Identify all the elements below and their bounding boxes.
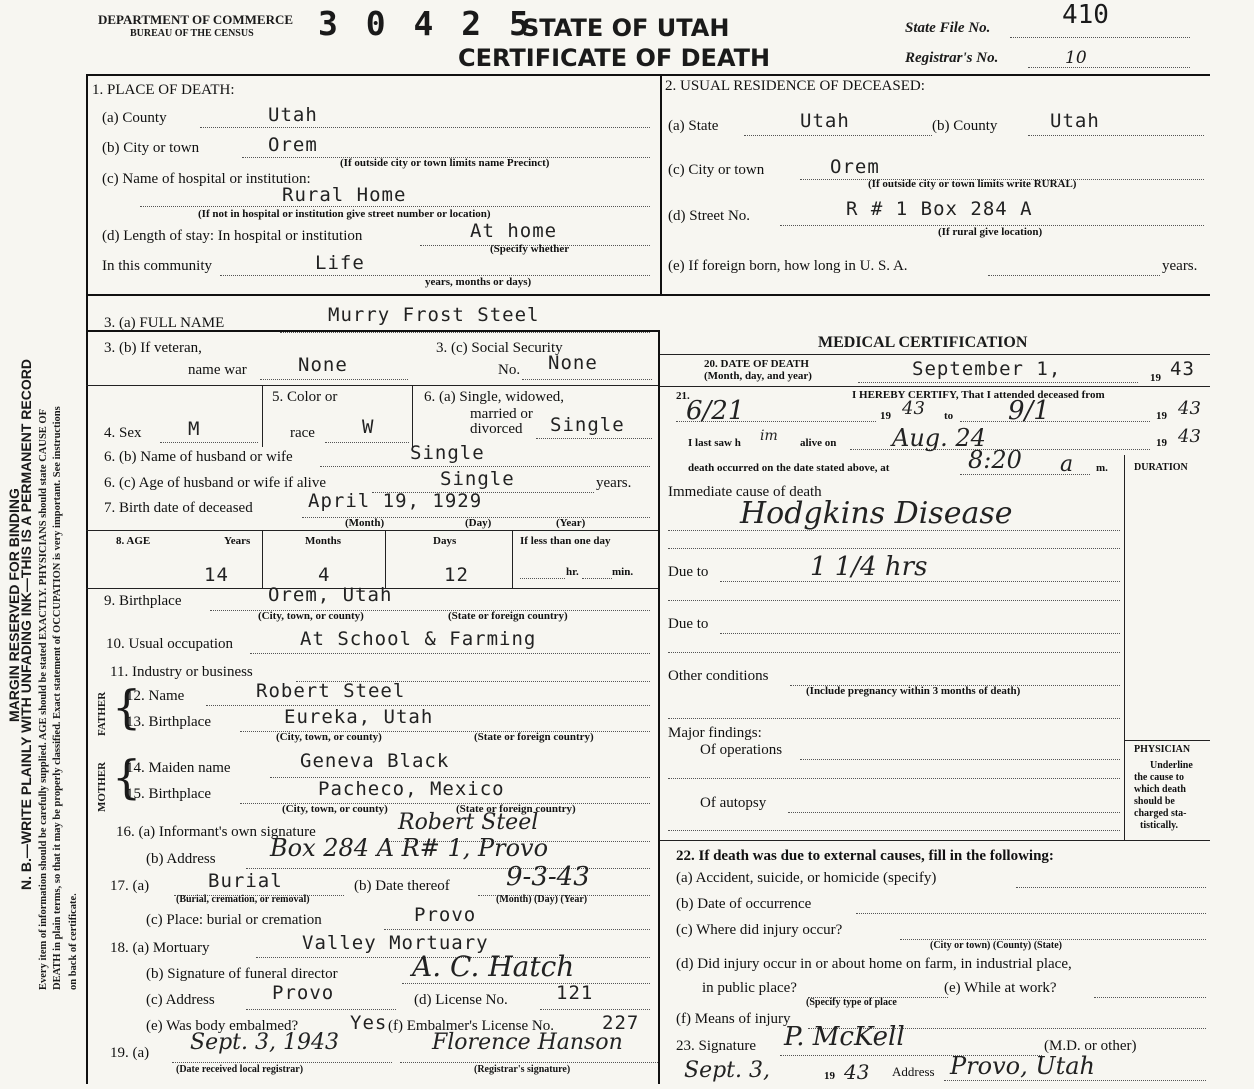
physician-heading: PHYSICIAN: [1134, 744, 1191, 755]
death-city-value: Orem: [268, 134, 318, 156]
community-label: In this community: [102, 258, 212, 274]
attended-to-label: to: [944, 410, 954, 422]
state-file-value: 410: [1062, 0, 1109, 30]
mother-bp-note-city: (City, town, or county): [282, 803, 388, 815]
external-d-label: (d) Did injury occur in or about home on farm, in industrial place,: [676, 956, 1072, 972]
mother-name-label: 14. Maiden name: [126, 760, 231, 776]
embalmer-license-label: (f) Embalmer's License No.: [388, 1018, 554, 1034]
burial-place-value: Provo: [414, 904, 477, 926]
color-value: W: [362, 416, 375, 438]
last-saw-who: im: [760, 428, 778, 444]
mother-birthplace-label: 15. Birthplace: [126, 786, 211, 802]
age-days-label: Days: [433, 535, 457, 547]
immediate-cause-value: Hodgkins Disease: [740, 496, 1013, 531]
full-name-value: Murry Frost Steel: [328, 304, 540, 326]
state-title: STATE OF UTAH: [522, 14, 730, 42]
marital-value: Single: [550, 414, 625, 436]
father-brace: {: [112, 680, 142, 734]
registrar-sig-note: (Registrar's signature): [474, 1064, 571, 1075]
community-value: Life: [315, 252, 365, 274]
hospital-note: (If not in hospital or institution give street number or location): [198, 208, 491, 220]
dod-value: September 1,: [912, 358, 1062, 380]
operations-label: Of operations: [700, 742, 783, 758]
attended-to-prefix: 19: [1156, 410, 1167, 422]
birthplace-note-state: (State or foreign country): [448, 610, 568, 622]
burial-date-label: (b) Date thereof: [354, 878, 450, 894]
due-to-2-label: Due to: [668, 616, 709, 632]
community-note: years, months or days): [425, 276, 532, 288]
dod-year-prefix: 19: [1150, 372, 1161, 384]
alive-on-label: alive on: [800, 437, 837, 449]
burial-date-note: (Month) (Day) (Year): [496, 894, 588, 905]
veteran-war-label: name war: [188, 362, 247, 378]
res-city-label: (c) City or town: [668, 162, 765, 178]
full-name-label: 3. (a) FULL NAME: [104, 315, 225, 331]
burial-label: 17. (a): [110, 878, 150, 894]
due-to-1-value: 1 1/4 hrs: [810, 552, 928, 582]
death-county-label: (a) County: [102, 110, 167, 126]
veteran-label: 3. (b) If veteran,: [104, 340, 202, 356]
bureau-name: BUREAU OF THE CENSUS: [130, 28, 254, 39]
age-years-value: 14: [204, 564, 229, 586]
sex-value: M: [188, 418, 201, 440]
burial-value: Burial: [208, 870, 283, 892]
birthplace-label: 9. Birthplace: [104, 593, 182, 609]
director-label: (b) Signature of funeral director: [146, 966, 338, 982]
director-signature: A. C. Hatch: [412, 950, 575, 983]
margin-instructions-line2: DEATH in plain terms, so that it may be properly classified. Exact statement of OCCUPATION is very important. See instructions: [52, 406, 63, 990]
physician-note-2: the cause to: [1134, 772, 1184, 783]
registrar-label: Registrar's No.: [905, 50, 999, 66]
certificate-serial: 3 0 4 2 5: [318, 4, 533, 43]
ss-label: 3. (c) Social Security: [436, 340, 563, 356]
mother-label: MOTHER: [96, 761, 108, 812]
external-a-label: (a) Accident, suicide, or homicide (specify): [676, 870, 937, 886]
certifier-date: Sept. 3,: [684, 1058, 770, 1083]
dod-label: 20. DATE OF DEATH: [704, 358, 809, 370]
dod-year: 43: [1170, 358, 1195, 380]
spouse-value: Single: [410, 442, 485, 464]
res-street-label: (d) Street No.: [668, 208, 751, 224]
external-d-note: (Specify type of place: [806, 997, 897, 1008]
other-conditions-label: Other conditions: [668, 668, 769, 684]
occurred-ampm: a: [1060, 452, 1074, 477]
external-e-label: (e) While at work?: [944, 980, 1057, 996]
industry-label: 11. Industry or business: [110, 664, 253, 680]
margin-permanent-record-note: N. B.—WRITE PLAINLY WITH UNFADING INK—THIS IS A PERMANENT RECORD: [18, 359, 34, 890]
occurred-m: m.: [1096, 462, 1108, 474]
informant-sig-label: 16. (a) Informant's own signature: [116, 824, 316, 840]
duration-label: DURATION: [1134, 462, 1188, 473]
certify-number: 21.: [676, 390, 690, 402]
major-findings-label: Major findings:: [668, 725, 762, 741]
spouse-age-value: Single: [440, 468, 515, 490]
residence-heading: 2. USUAL RESIDENCE OF DECEASED:: [665, 78, 925, 94]
stay-label: (d) Length of stay: In hospital or institution: [102, 228, 363, 244]
mortuary-label: 18. (a) Mortuary: [110, 940, 210, 956]
due-to-1-label: Due to: [668, 564, 709, 580]
filed-label: 19. (a): [110, 1045, 150, 1061]
res-city-value: Orem: [830, 156, 880, 178]
stay-value: At home: [470, 220, 558, 242]
certifier-address-label: Address: [892, 1064, 935, 1079]
registrar-value: 10: [1065, 48, 1087, 68]
last-saw-date: Aug. 24: [892, 424, 986, 452]
certifier-address: Provo, Utah: [950, 1052, 1095, 1080]
attended-from-prefix: 19: [880, 410, 891, 422]
external-heading: 22. If death was due to external causes, fill in the following:: [676, 848, 1054, 864]
father-birthplace-label: 13. Birthplace: [126, 714, 211, 730]
margin-binding-note: MARGIN RESERVED FOR BINDING: [6, 488, 22, 722]
father-birthplace-value: Eureka, Utah: [284, 706, 434, 728]
state-file-label: State File No.: [905, 20, 991, 36]
race-label: race: [290, 425, 315, 441]
ss-value: None: [548, 352, 598, 374]
informant-signature: Robert Steel: [398, 810, 539, 835]
spouse-age-suffix: years.: [596, 475, 632, 491]
veteran-value: None: [298, 354, 348, 376]
color-label: 5. Color or: [272, 389, 338, 405]
father-label: FATHER: [96, 691, 108, 736]
birth-year-note: (Year): [556, 517, 586, 529]
license-value: 121: [556, 982, 594, 1004]
father-name-label: 12. Name: [126, 688, 185, 704]
occurred-time: 8:20: [968, 446, 1022, 474]
stay-note: (Specify whether: [490, 243, 570, 255]
res-street-value: R # 1 Box 284 A: [846, 198, 1033, 220]
margin-instructions-line1: Every item of information should be carefully supplied. AGE should be stated EXACTLY. PHYSICIANS should state CAUSE OF: [38, 409, 49, 990]
other-conditions-note: (Include pregnancy within 3 months of death): [806, 685, 1021, 697]
informant-addr-label: (b) Address: [146, 851, 216, 867]
mother-name-value: Geneva Black: [300, 750, 450, 772]
age-months-value: 4: [318, 564, 331, 586]
marital-label-2: married or: [470, 406, 533, 422]
physician-note-3: which death: [1134, 784, 1186, 795]
burial-date-value: 9-3-43: [506, 862, 590, 892]
mortuary-value: Valley Mortuary: [302, 932, 489, 954]
embalmed-label: (e) Was body embalmed?: [146, 1018, 299, 1034]
spouse-label: 6. (b) Name of husband or wife: [104, 449, 293, 465]
registrar-signature: Florence Hanson: [432, 1030, 623, 1055]
external-c-label: (c) Where did injury occur?: [676, 922, 843, 938]
mortuary-address-label: (c) Address: [146, 992, 215, 1008]
res-county-value: Utah: [1050, 110, 1100, 132]
res-city-note: (If outside city or town limits write RURAL): [868, 178, 1077, 190]
res-county-label: (b) County: [932, 118, 998, 134]
filed-date: Sept. 3, 1943: [190, 1030, 339, 1055]
margin-instructions-line3: on back of certificate.: [68, 893, 79, 990]
occupation-label: 10. Usual occupation: [106, 636, 234, 652]
age-hr-label: hr.: [566, 566, 579, 578]
hospital-value: Rural Home: [282, 184, 407, 206]
marital-label: 6. (a) Single, widowed,: [424, 389, 564, 405]
place-of-death-heading: 1. PLACE OF DEATH:: [92, 82, 235, 98]
death-city-note: (If outside city or town limits name Precinct): [340, 157, 550, 169]
occupation-value: At School & Farming: [300, 628, 537, 650]
certify-text: I HEREBY CERTIFY, That I attended deceased from: [852, 389, 1105, 401]
father-bp-note-state: (State or foreign country): [474, 731, 594, 743]
certifier-sig-label: 23. Signature: [676, 1038, 756, 1054]
immediate-cause-label: Immediate cause of death: [668, 484, 822, 500]
res-state-value: Utah: [800, 110, 850, 132]
mother-brace: {: [112, 750, 142, 804]
mother-bp-note-state: (State or foreign country): [456, 803, 576, 815]
attended-from-year: 43: [902, 398, 925, 419]
last-saw-year: 43: [1178, 426, 1201, 447]
birth-day-note: (Day): [465, 517, 492, 529]
age-label: 8. AGE: [116, 535, 151, 547]
medical-heading: MEDICAL CERTIFICATION: [818, 334, 1028, 351]
age-years-label: Years: [224, 535, 251, 547]
age-less-day-label: If less than one day: [520, 535, 611, 547]
occurred-label: death occurred on the date stated above, at: [688, 462, 890, 474]
hospital-label: (c) Name of hospital or institution:: [102, 171, 311, 187]
attended-to-year: 43: [1178, 398, 1201, 419]
birth-month-note: (Month): [345, 517, 385, 529]
mother-birthplace-value: Pacheco, Mexico: [318, 778, 505, 800]
burial-note: (Burial, cremation, or removal): [176, 894, 310, 905]
certifier-year-prefix: 19: [824, 1070, 835, 1082]
birth-date-label: 7. Birth date of deceased: [104, 500, 253, 516]
physician-note-6: tistically.: [1140, 820, 1179, 831]
external-c-note: (City or town) (County) (State): [930, 940, 1063, 951]
last-saw-label: I last saw h: [688, 437, 741, 449]
license-label: (d) License No.: [414, 992, 508, 1008]
external-f-label: (f) Means of injury: [676, 1011, 791, 1027]
embalmer-license-value: 227: [602, 1012, 640, 1034]
death-county-value: Utah: [268, 104, 318, 126]
filed-date-note: (Date received local registrar): [176, 1064, 304, 1075]
attended-from: 6/21: [686, 396, 745, 426]
mortuary-address-value: Provo: [272, 982, 335, 1004]
death-city-label: (b) City or town: [102, 140, 200, 156]
res-state-label: (a) State: [668, 118, 719, 134]
age-min-label: min.: [612, 566, 634, 578]
external-d-label2: in public place?: [702, 980, 797, 996]
external-b-label: (b) Date of occurrence: [676, 896, 812, 912]
sex-label: 4. Sex: [104, 425, 142, 441]
certifier-year: 43: [844, 1060, 870, 1084]
father-name-value: Robert Steel: [256, 680, 406, 702]
attended-to: 9/1: [1008, 396, 1050, 426]
marital-label-3: divorced: [470, 421, 523, 437]
age-days-value: 12: [444, 564, 469, 586]
burial-place-label: (c) Place: burial or cremation: [146, 912, 322, 928]
res-foreign-suffix: years.: [1162, 258, 1198, 274]
department-name: DEPARTMENT OF COMMERCE: [98, 12, 294, 27]
dod-sublabel: (Month, day, and year): [704, 370, 812, 382]
certifier-md-label: (M.D. or other): [1044, 1038, 1137, 1054]
physician-note-1: Underline: [1150, 760, 1193, 771]
father-bp-note-city: (City, town, or county): [276, 731, 382, 743]
birth-date-value: April 19, 1929: [308, 490, 483, 512]
last-saw-year-prefix: 19: [1156, 437, 1167, 449]
spouse-age-label: 6. (c) Age of husband or wife if alive: [104, 475, 327, 491]
age-months-label: Months: [305, 535, 342, 547]
certificate-title: CERTIFICATE OF DEATH: [458, 44, 771, 72]
ss-no-label: No.: [498, 362, 521, 378]
res-foreign-label: (e) If foreign born, how long in U. S. A.: [668, 258, 908, 274]
certifier-signature: P. McKell: [784, 1022, 905, 1052]
birthplace-note-city: (City, town, or county): [258, 610, 364, 622]
informant-address: Box 284 A R# 1, Provo: [270, 834, 549, 862]
birthplace-value: Orem, Utah: [268, 584, 393, 606]
physician-note-4: should be: [1134, 796, 1175, 807]
autopsy-label: Of autopsy: [700, 795, 767, 811]
physician-note-5: charged sta-: [1134, 808, 1187, 819]
res-street-note: (If rural give location): [938, 226, 1043, 238]
embalmed-value: Yes: [350, 1012, 388, 1034]
